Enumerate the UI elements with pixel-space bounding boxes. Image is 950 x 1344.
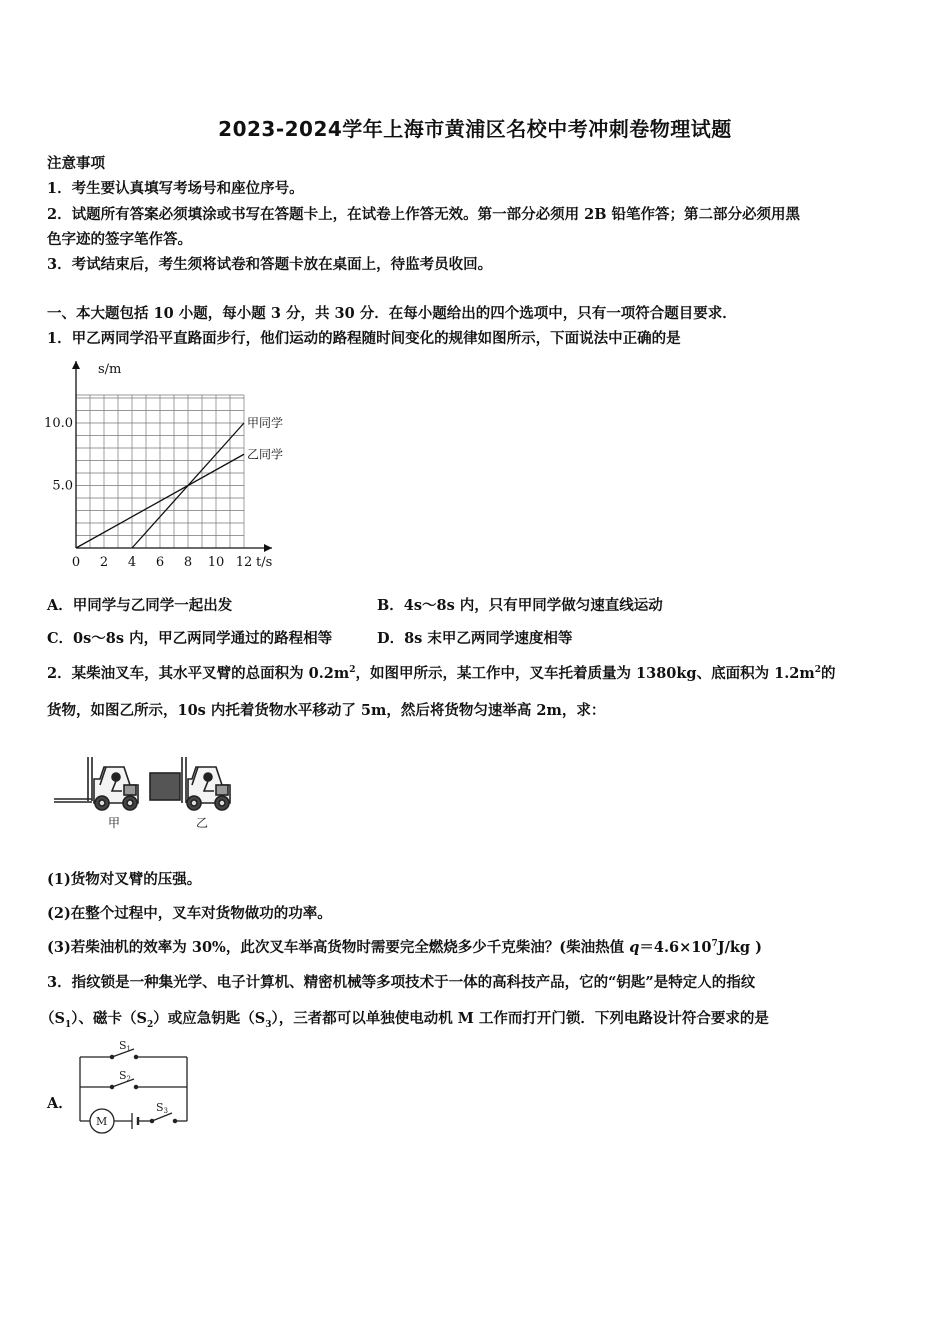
x-tick-label: 10 <box>207 555 225 570</box>
series-label: 甲同学 <box>247 416 284 430</box>
forklift-yi <box>150 757 230 810</box>
question-2-sub-2: (2)在整个过程中，叉车对货物做功的功率。 <box>47 905 332 922</box>
option-b: B．4s～8s 内，只有甲同学做匀速直线运动 <box>377 597 663 614</box>
notice-item: 2．试题所有答案必须填涂或书写在答题卡上，在试卷上作答无效。第一部分必须用 2B 铅笔作答；第二部分必须用黑 <box>47 206 801 223</box>
svg-text:S3: S3 <box>156 1101 169 1115</box>
x-tick-label: 0 <box>71 555 81 570</box>
y-tick-label: 5.0 <box>52 478 73 494</box>
question-3-option-a-label: A． <box>47 1095 73 1112</box>
y-axis-label: s/m <box>98 362 122 377</box>
question-3-line-2: $(S_1)$、磁卡$(S_2)$或应急钥匙$(S_3)$，三者都可以单独使电动机 M 工作而打开门锁．下列电路设计符合要求的是 <box>40 1010 769 1030</box>
x-tick-label: 4 <box>127 555 137 570</box>
figure-label-jia: 甲 <box>108 816 121 830</box>
notice-item: 色字迹的签字笔作答。 <box>47 231 192 248</box>
notice-item: 3．考试结束后，考生须将试卷和答题卡放在桌面上，待监考员收回。 <box>47 256 493 273</box>
forklift-jia <box>54 757 138 810</box>
distance-time-chart <box>40 355 300 580</box>
x-axis-arrow <box>264 544 272 552</box>
question-2-line-2: 货物，如图乙所示，10s 内托着货物水平移动了 5m，然后将货物匀速举高 2m，求： <box>47 702 606 719</box>
y-axis-arrow <box>72 361 80 369</box>
notice-item: 1．考生要认真填写考场号和座位序号。 <box>47 180 304 197</box>
question-2-line-1: 2．某柴油叉车，其水平叉臂的总面积为 $0.2m^2$，如图甲所示，某工作中，叉车托着质量为 1380kg、底面积为 $1.2m^2$的 <box>47 665 836 682</box>
x-tick-label: 6 <box>155 555 165 570</box>
circuit-diagram-a <box>72 1037 222 1137</box>
option-c: C．0s～8s 内，甲乙两同学通过的路程相等 <box>47 630 333 647</box>
figure-label-yi: 乙 <box>196 816 209 830</box>
svg-text:S2: S2 <box>119 1069 132 1083</box>
option-d: D．8s 末甲乙两同学速度相等 <box>377 630 573 647</box>
question-1-stem: 1．甲乙两同学沿平直路面步行，他们运动的路程随时间变化的规律如图所示，下面说法中正确的是 <box>47 330 681 347</box>
question-3-line-1: 3．指纹锁是一种集光学、电子计算机、精密机械等多项技术于一体的高科技产品，它的“钥匙”是特定人的指纹 <box>47 974 756 991</box>
chart-grid <box>76 395 244 548</box>
x-tick-label: 12 <box>235 555 253 570</box>
section-heading: 一、本大题包括 10 小题，每小题 3 分，共 30 分．在每小题给出的四个选项中，只有一项符合题目要求． <box>47 305 737 322</box>
question-2-sub-1: (1)货物对叉臂的压强。 <box>47 871 202 888</box>
notice-heading: 注意事项 <box>47 155 105 172</box>
forklift-figure <box>50 745 240 835</box>
chart-labels <box>44 362 283 570</box>
x-tick-label: 2 <box>99 555 109 570</box>
x-tick-label: 8 <box>183 555 193 570</box>
page-title: 2023-2024学年上海市黄浦区名校中考冲刺卷物理试题 <box>218 117 732 141</box>
question-2-sub-3: (3)若柴油机的效率为 30%，此次叉车举高货物时需要完全燃烧多少千克柴油？(柴油热值 $q=4.6\times 10^7J/kg$ ) <box>47 939 762 956</box>
option-a: A．甲同学与乙同学一起出发 <box>47 597 233 614</box>
y-tick-label: 10.0 <box>44 416 73 431</box>
x-axis-label: t/s <box>256 555 273 570</box>
svg-text:S1: S1 <box>119 1039 132 1053</box>
svg-text:M: M <box>96 1115 108 1128</box>
series-label: 乙同学 <box>247 447 284 462</box>
